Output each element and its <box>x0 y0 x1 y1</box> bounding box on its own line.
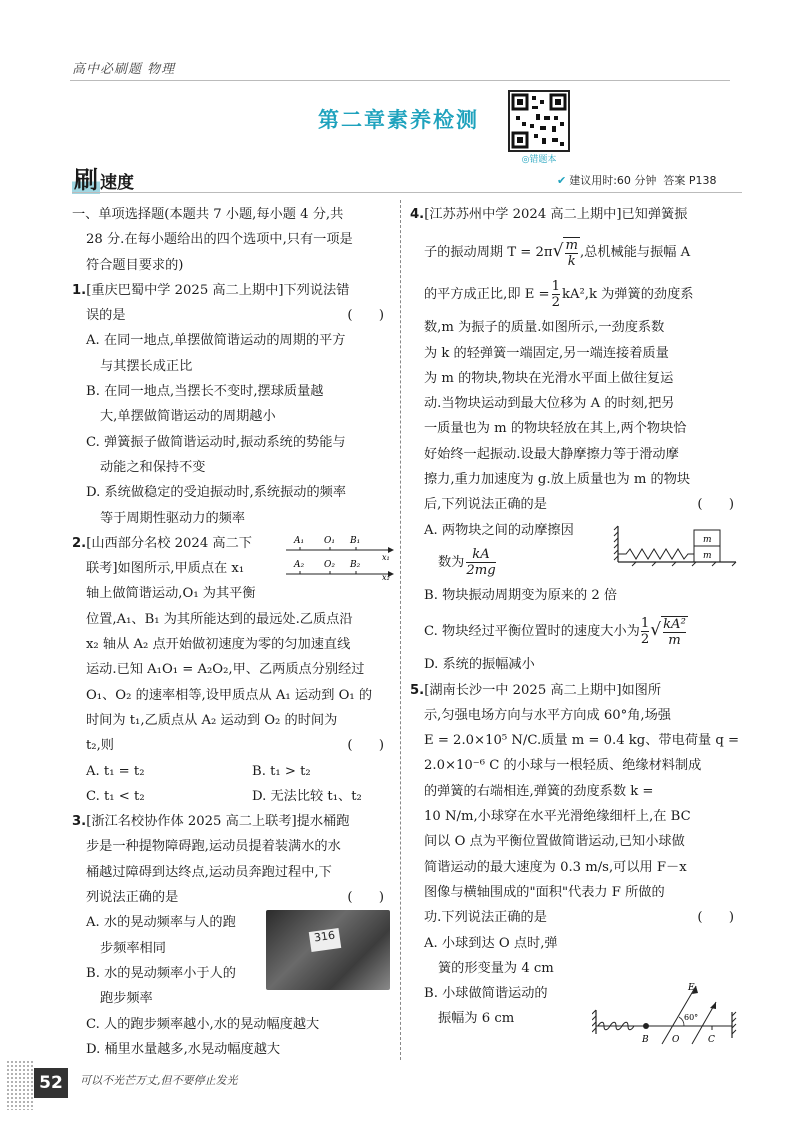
runner-bucket-photo <box>266 910 390 990</box>
q5-stem: 2.0×10⁻⁶ C 的小球与一根轻质、绝缘材料制成 <box>424 758 702 774</box>
fig5-angle: 60° <box>684 1013 699 1022</box>
fig2-label-x1: x₁ <box>382 553 390 562</box>
answer-blank[interactable]: ( ) <box>347 738 384 754</box>
column-divider <box>400 200 401 1060</box>
q2-stem: 轴上做简谐运动,O₁ 为其平衡 <box>86 586 256 602</box>
q2-option-b: B. t₁ > t₂ <box>252 763 311 779</box>
q5-stem: 5.[湖南长沙一中 2025 高二上期中]如图所 <box>410 682 662 698</box>
q5-option-b: 振幅为 6 cm <box>438 1011 515 1027</box>
q5-option-a: 簧的形变量为 4 cm <box>438 960 554 976</box>
fig2-label-a1: A₁ <box>294 536 305 546</box>
book-header: 高中必刷题 物理 <box>72 62 176 77</box>
q4-a-den: 2mg <box>466 562 496 578</box>
q4-stem: 擦力,重力加速度为 g.放上质量也为 m 的物块 <box>424 472 691 488</box>
q3-option-a: 步频率相同 <box>100 940 166 956</box>
q2-figure <box>282 530 394 580</box>
q2-options-ab <box>72 759 390 784</box>
fig2-label-b1: B₁ <box>350 536 361 546</box>
q5-stem: 功.下列说法正确的是 ( ) <box>410 905 740 930</box>
answer-blank[interactable]: ( ) <box>697 910 734 926</box>
q4-frac2-num: 1 <box>551 279 560 295</box>
section-label: 速度 <box>100 173 134 193</box>
q4-frac1-den: k <box>567 253 576 269</box>
fig5-label-o: O <box>672 1035 680 1045</box>
chapter-title: 第二章素养检测 <box>318 108 479 132</box>
q2-stem: 2.[山西部分名校 2024 高二下 <box>72 535 252 551</box>
q4-stem: 为 k 的轻弹簧一端固定,另一端连接着质量 <box>424 345 669 361</box>
q5-stem: 示,匀强电场方向与水平方向成 60°角,场强 <box>424 707 671 723</box>
suggested-time: 建议用时:60 分钟 <box>569 174 657 187</box>
q4-stem: 为 m 的物块,物块在光滑水平面上做往复运 <box>424 370 674 386</box>
runner-bib: 316 <box>309 928 341 952</box>
q4-figure <box>612 522 738 568</box>
q1-option-d: 等于周期性驱动力的频率 <box>100 510 246 526</box>
fig2-label-x2: x₂ <box>382 573 390 580</box>
block-label-lower: m <box>703 551 712 561</box>
q2-stem: 位置,A₁、B₁ 为其所能达到的最远处.乙质点沿 <box>86 611 353 627</box>
q5-stem: 10 N/m,小球穿在水平光滑绝缘细杆上,在 BC <box>424 809 691 825</box>
q4-stem: 好始终一起振动.设最大静摩擦力等于滑动摩 <box>424 446 679 462</box>
q4-frac1-num: m <box>565 237 578 253</box>
q3-stem: 3.[浙江名校协作体 2025 高二上联考]提水桶跑 <box>72 814 350 830</box>
q4-stem: 子的振动周期 T = 2π√ $\frac{m}{k}$ ,总机械能与振幅 A <box>424 237 691 269</box>
q4-stem: 的平方成正比,即 E = $\frac{1}{2}$ kA²,k 为弹簧的劲度系 <box>424 279 694 311</box>
q5-figure <box>592 982 742 1046</box>
q1-option-a: A. 在同一地点,单摆做简谐运动的周期的平方 <box>86 333 346 349</box>
q5-stem: 简谐运动的最大速度为 0.3 m/s,可以用 F－x <box>424 859 687 875</box>
fig2-label-o2: O₂ <box>324 560 335 570</box>
q3-option-c: C. 人的跑步频率越小,水的晃动幅度越大 <box>86 1016 320 1032</box>
q1-stem: 误的是 ( ) <box>72 303 390 328</box>
answer-blank[interactable]: ( ) <box>347 890 384 906</box>
q3-option-d: D. 桶里水量越多,水晃动幅度越大 <box>86 1041 281 1057</box>
q4-number: 4. <box>410 207 425 222</box>
qr-code[interactable] <box>508 90 570 152</box>
q4-option-d: D. 系统的振幅减小 <box>424 657 535 673</box>
time-info <box>557 172 717 188</box>
q2-stem: 联考]如图所示,甲质点在 x₁ <box>86 561 245 577</box>
decorative-dots <box>6 1060 34 1110</box>
qr-code-icon <box>510 92 568 150</box>
q5-number: 5. <box>410 682 425 698</box>
q4-option-a: 数为 $\frac{kA}{2mg}$ <box>438 546 496 578</box>
q5-option-b: B. 小球做简谐运动的 <box>424 986 548 1002</box>
answer-blank[interactable]: ( ) <box>697 497 734 513</box>
q4-stem: 数,m 为振子的质量.如图所示,一劲度系数 <box>424 320 665 336</box>
q2-stem: 运动.已知 A₁O₁ = A₂O₂,甲、乙两质点分别经过 <box>86 662 365 678</box>
q4-frac2-den: 2 <box>551 295 560 311</box>
fig2-label-o1: O₁ <box>324 536 335 546</box>
fig5-label-c: C <box>708 1035 715 1045</box>
sqrt-icon: √ <box>552 241 564 262</box>
footer-motto: 可以不光芒万丈,但不要停止发光 <box>80 1074 238 1087</box>
answer-blank[interactable]: ( ) <box>347 308 384 324</box>
right-column <box>410 202 740 1032</box>
q2-number: 2. <box>72 535 87 551</box>
page-number: 52 <box>34 1068 68 1098</box>
q3-stem: 桶越过障碍到达终点,运动员奔跑过程中,下 <box>86 864 332 880</box>
q1-option-c: 动能之和保持不变 <box>100 459 206 475</box>
fig5-label-e: E <box>688 983 695 993</box>
answer-ref: 答案 P138 <box>663 174 717 187</box>
q4-stem: 一质量也为 m 的物块轻放在其上,两个物块恰 <box>424 421 687 437</box>
block-label-upper: m <box>703 535 712 545</box>
sqrt-icon: √ <box>650 620 662 641</box>
q4-option-b: B. 物块振动周期变为原来的 2 倍 <box>424 587 618 603</box>
q5-stem: 间以 O 点为平衡位置做简谐运动,已知小球做 <box>424 834 685 850</box>
q5-stem: 图像与横轴围成的"面积"代表力 F 所做的 <box>424 884 665 900</box>
q3-option-b: B. 水的晃动频率小于人的 <box>86 965 236 981</box>
q3-stem: 列说法正确的是 ( ) <box>72 885 390 910</box>
q2-option-c: C. t₁ < t₂ <box>86 788 145 804</box>
q4-option-a: A. 两物块之间的动摩擦因 <box>424 522 574 538</box>
q3-option-b: 跑步频率 <box>100 991 153 1007</box>
q1-stem: 1.[重庆巴蜀中学 2025 高二上期中]下列说法错 <box>72 282 350 298</box>
q2-options-cd <box>72 784 390 809</box>
section-big-char: 刷 <box>74 166 98 194</box>
q1-option-b: B. 在同一地点,当摆长不变时,摆球质量越 <box>86 384 324 400</box>
q3-stem: 步是一种提物障碍跑,运动员提着装满水的水 <box>86 839 341 855</box>
fig5-label-b: B <box>642 1035 649 1045</box>
q2-stem: 时间为 t₁,乙质点从 A₂ 运动到 O₂ 的时间为 <box>86 712 338 728</box>
q2-stem: x₂ 轴从 A₂ 点开始做初速度为零的匀加速直线 <box>86 637 351 653</box>
q1-option-a: 与其摆长成正比 <box>100 358 193 374</box>
q5-stem: 的弹簧的右端相连,弹簧的劲度系数 k = <box>424 783 654 799</box>
q4-option-c: C. 物块经过平衡位置时的速度大小为 $\frac{1}{2}$ √ $\frac{\text{kA²}}{m}$ <box>424 616 686 648</box>
q3-number: 3. <box>72 814 87 830</box>
q3-option-a: A. 水的晃动频率与人的跑 <box>86 915 236 931</box>
header-rule <box>70 80 730 81</box>
check-icon: ✔ <box>557 174 567 187</box>
q2-stem: t₂,则 ( ) <box>72 733 390 758</box>
q4-stem: 后,下列说法正确的是 ( ) <box>410 492 740 517</box>
q2-option-a: A. t₁ = t₂ <box>86 763 145 779</box>
section-heading <box>72 160 134 195</box>
fig2-label-b2: B₂ <box>350 560 361 570</box>
section-intro-line: 符合题目要求的) <box>86 257 184 273</box>
q4-stem: 动.当物块运动到最大位移为 A 的时刻,把另 <box>424 396 675 412</box>
q1-option-c: C. 弹簧振子做简谐运动时,振动系统的势能与 <box>86 434 346 450</box>
q4-stem: 4.[江苏苏州中学 2024 高二上期中]已知弹簧振 <box>410 207 688 222</box>
qr-caption: ◎错题本 <box>521 155 557 165</box>
section-intro-line: 28 分.在每小题给出的四个选项中,只有一项是 <box>86 232 353 248</box>
q5-stem: E = 2.0×10⁵ N/C.质量 m = 0.4 kg、带电荷量 q = <box>424 733 740 749</box>
q1-number: 1. <box>72 282 87 298</box>
q4-a-num: kA <box>466 547 495 563</box>
section-intro-line: 一、单项选择题(本题共 7 小题,每小题 4 分,共 <box>72 207 344 222</box>
q2-option-d: D. 无法比较 t₁、t₂ <box>252 788 362 804</box>
q1-option-b: 大,单摆做简谐运动的周期越小 <box>100 409 276 425</box>
q2-stem: O₁、O₂ 的速率相等,设甲质点从 A₁ 运动到 O₁ 的 <box>86 687 373 703</box>
q1-option-d: D. 系统做稳定的受迫振动时,系统振动的频率 <box>86 485 347 501</box>
q5-option-a: A. 小球到达 O 点时,弹 <box>424 935 558 951</box>
fig2-label-a2: A₂ <box>294 560 305 570</box>
section-rule <box>72 192 742 193</box>
